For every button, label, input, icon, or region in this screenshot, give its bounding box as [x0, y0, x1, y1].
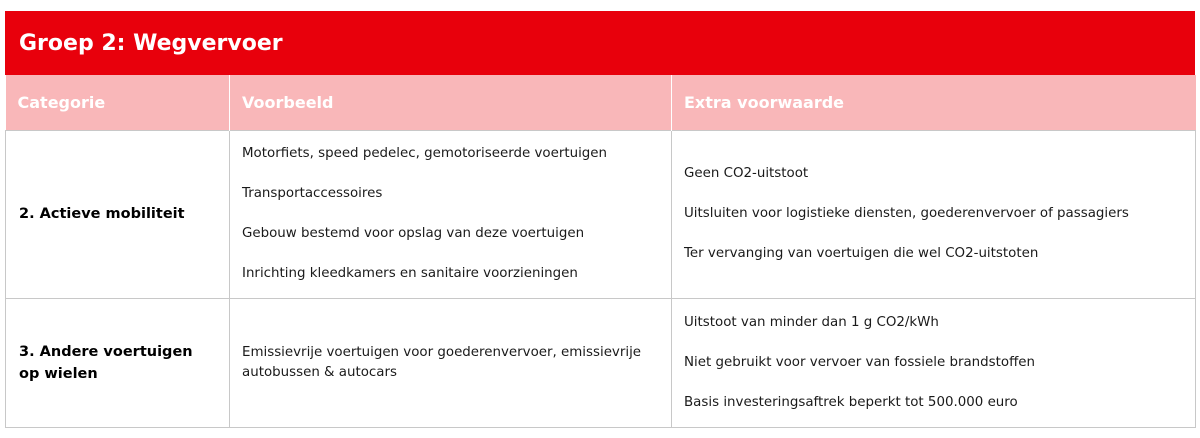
example-item: Inrichting kleedkamers en sanitaire voorzieningen	[242, 266, 578, 281]
header-row	[6, 75, 1196, 130]
category-table-block	[5, 11, 1195, 428]
example-item: Motorfiets, speed pedelec, gemotoriseerde voertuigen	[242, 146, 608, 161]
table-row	[6, 130, 1196, 298]
condition-item: Uitstoot van minder dan 1 g CO2/kWh	[684, 314, 939, 330]
condition-item: Basis investeringsaftrek beperkt tot 500.000 euro	[684, 394, 1018, 410]
header-voorbeeld: Voorbeeld	[230, 75, 672, 130]
condition-item: Ter vervanging van voertuigen die wel CO2-uitstoten	[684, 246, 1039, 261]
category-table	[5, 75, 1196, 428]
table-title	[5, 11, 1195, 75]
condition-item: Niet gebruikt voor vervoer van fossiele brandstoffen	[684, 354, 1036, 370]
example-cell	[230, 298, 672, 427]
condition-item: Geen CO2-uitstoot	[684, 166, 809, 181]
condition-cell	[672, 298, 1196, 427]
example-item: Gebouw bestemd voor opslag van deze voertuigen	[242, 226, 585, 241]
example-item: Transportaccessoires	[242, 186, 383, 201]
condition-cell	[672, 130, 1196, 298]
example-item: Emissievrije voertuigen voor goederenvervoer, emissievrije autobussen & autocars	[242, 344, 642, 380]
table-row	[6, 298, 1196, 427]
category-cell: 2. Actieve mobiliteit	[6, 130, 230, 298]
table-title-text: Groep 2: Wegvervoer	[19, 30, 283, 56]
category-cell: 3. Andere voertuigen op wielen	[6, 298, 230, 427]
example-cell	[230, 130, 672, 298]
condition-item: Uitsluiten voor logistieke diensten, goederenvervoer of passagiers	[684, 206, 1129, 221]
header-categorie: Categorie	[6, 75, 230, 130]
header-extra-voorwaarde: Extra voorwaarde	[672, 75, 1196, 130]
